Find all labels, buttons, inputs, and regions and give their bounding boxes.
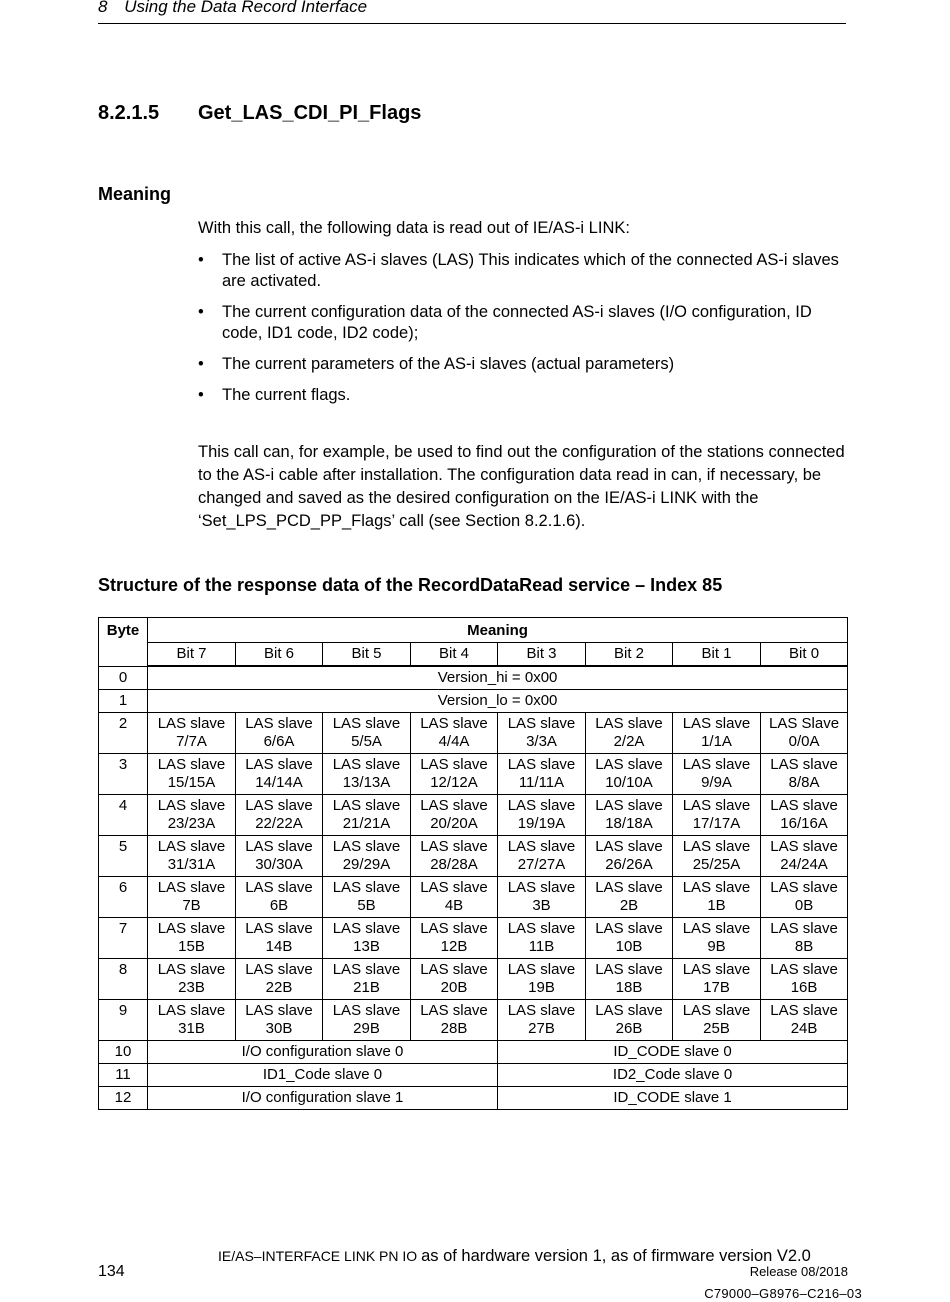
byte-cell: 10 (99, 1041, 148, 1064)
bit-cell: LAS slave 31B (148, 1000, 236, 1041)
running-header (98, 0, 846, 24)
bit-cell: LAS slave 19/19A (498, 795, 586, 836)
list-item (198, 250, 848, 292)
byte-cell: 4 (99, 795, 148, 836)
bit-cell: LAS slave 20/20A (411, 795, 498, 836)
list-item (198, 385, 848, 406)
footer-version: as of hardware version 1, as of firmware version V2.0 (421, 1247, 811, 1265)
bullet-icon: • (198, 303, 204, 321)
bullet-text: The current parameters of the AS-i slaves (actual parameters) (222, 355, 675, 373)
footer-product-name: IE/AS–INTERFACE LINK PN IO (218, 1248, 418, 1264)
value-cell: Version_lo = 0x00 (148, 690, 848, 713)
bit-cell: LAS slave 10/10A (586, 754, 673, 795)
bit-cell: LAS slave 6/6A (236, 713, 323, 754)
table-row (99, 754, 848, 795)
table-row (99, 1087, 848, 1110)
bit-cell: LAS slave 9/9A (673, 754, 761, 795)
bit-cell: LAS slave 8/8A (761, 754, 848, 795)
bit-cell: LAS slave 21B (323, 959, 411, 1000)
bit-header: Bit 2 (586, 643, 673, 667)
bit-cell: LAS slave 31/31A (148, 836, 236, 877)
table-row (99, 795, 848, 836)
meaning-heading: Meaning (98, 184, 172, 204)
value-cell: ID2_Code slave 0 (498, 1064, 848, 1087)
value-cell: I/O configuration slave 0 (148, 1041, 498, 1064)
byte-cell: 11 (99, 1064, 148, 1087)
bit-cell: LAS slave 11/11A (498, 754, 586, 795)
bit-cell: LAS slave 1B (673, 877, 761, 918)
bit-header: Bit 5 (323, 643, 411, 667)
bullet-text: The current flags. (222, 386, 351, 404)
bullet-text: The list of active AS-i slaves (LAS) This indicates which of the connected AS-i slaves are activated. (222, 251, 839, 290)
bit-cell: LAS slave 24/24A (761, 836, 848, 877)
bullet-icon: • (198, 251, 204, 269)
bit-cell: LAS slave 14B (236, 918, 323, 959)
meaning-bullet-list (198, 250, 848, 416)
value-cell: ID_CODE slave 0 (498, 1041, 848, 1064)
bit-header: Bit 3 (498, 643, 586, 667)
footer-product (218, 1247, 811, 1266)
bit-cell: LAS slave 26B (586, 1000, 673, 1041)
table-row (99, 918, 848, 959)
table-row (99, 1041, 848, 1064)
bit-cell: LAS slave 17B (673, 959, 761, 1000)
value-cell: I/O configuration slave 1 (148, 1087, 498, 1110)
value-cell: Version_hi = 0x00 (148, 666, 848, 690)
list-item (198, 302, 848, 344)
bit-cell: LAS slave 1/1A (673, 713, 761, 754)
bit-cell: LAS slave 17/17A (673, 795, 761, 836)
meaning-paragraph: This call can, for example, be used to find out the configuration of the stations connected to the AS-i cable after installation. The configuration data read in can, if necessary, be changed and saved as the desired configuration on the IE/AS-i LINK with the ‘Set_LPS_PCD_PP_Flags’ call (see Section 8.2.1.6). (198, 443, 845, 530)
bit-cell: LAS slave 3/3A (498, 713, 586, 754)
bullet-icon: • (198, 386, 204, 404)
table-row (99, 666, 848, 690)
byte-cell: 1 (99, 690, 148, 713)
byte-cell: 6 (99, 877, 148, 918)
bit-cell: LAS slave 9B (673, 918, 761, 959)
bit-cell: LAS slave 28B (411, 1000, 498, 1041)
bit-cell: LAS slave 27/27A (498, 836, 586, 877)
byte-cell: 5 (99, 836, 148, 877)
bit-cell: LAS slave 14/14A (236, 754, 323, 795)
bit-cell: LAS slave 30/30A (236, 836, 323, 877)
bit-cell: LAS slave 27B (498, 1000, 586, 1041)
byte-cell: 7 (99, 918, 148, 959)
bit-cell: LAS slave 4B (411, 877, 498, 918)
bit-cell: LAS slave 3B (498, 877, 586, 918)
bullet-text: The current configuration data of the connected AS-i slaves (I/O configuration, ID code, ID1 code, ID2 code); (222, 303, 812, 342)
byte-cell: 12 (99, 1087, 148, 1110)
bit-cell: LAS slave 12/12A (411, 754, 498, 795)
list-item (198, 354, 848, 375)
bit-cell: LAS slave 22B (236, 959, 323, 1000)
bit-cell: LAS slave 4/4A (411, 713, 498, 754)
table-row (99, 713, 848, 754)
bit-header: Bit 4 (411, 643, 498, 667)
bit-cell: LAS slave 30B (236, 1000, 323, 1041)
bit-header-row (99, 643, 848, 667)
bit-header: Bit 7 (148, 643, 236, 667)
chapter-number: 8 (98, 0, 108, 16)
bit-cell: LAS slave 5/5A (323, 713, 411, 754)
bit-cell: LAS slave 8B (761, 918, 848, 959)
bit-cell: LAS slave 19B (498, 959, 586, 1000)
bit-cell: LAS slave 18B (586, 959, 673, 1000)
byte-cell: 2 (99, 713, 148, 754)
bit-cell: LAS slave 16B (761, 959, 848, 1000)
bit-rows (99, 713, 848, 1041)
bit-cell: LAS slave 13/13A (323, 754, 411, 795)
bit-cell: LAS slave 29/29A (323, 836, 411, 877)
bit-cell: LAS slave 2B (586, 877, 673, 918)
bullet-icon: • (198, 355, 204, 373)
table-row (99, 690, 848, 713)
bit-cell: LAS slave 15/15A (148, 754, 236, 795)
bit-cell: LAS slave 25/25A (673, 836, 761, 877)
table-row (99, 1000, 848, 1041)
bit-cell: LAS slave 26/26A (586, 836, 673, 877)
chapter-title: Using the Data Record Interface (124, 0, 368, 16)
byte-cell: 3 (99, 754, 148, 795)
bit-cell: LAS slave 7B (148, 877, 236, 918)
bit-cell: LAS slave 29B (323, 1000, 411, 1041)
bit-cell: LAS slave 20B (411, 959, 498, 1000)
bit-cell: LAS slave 7/7A (148, 713, 236, 754)
bit-cell: LAS slave 10B (586, 918, 673, 959)
bit-cell: LAS slave 13B (323, 918, 411, 959)
bit-cell: LAS slave 23/23A (148, 795, 236, 836)
section-heading (98, 102, 421, 125)
table-row (99, 877, 848, 918)
table-row (99, 836, 848, 877)
bit-cell: LAS Slave 0/0A (761, 713, 848, 754)
bit-cell: LAS slave 2/2A (586, 713, 673, 754)
value-cell: ID_CODE slave 1 (498, 1087, 848, 1110)
table-row (99, 1064, 848, 1087)
byte-cell: 8 (99, 959, 148, 1000)
footer-order-number: C79000–G8976–C216–03 (704, 1286, 862, 1301)
bit-cell: LAS slave 16/16A (761, 795, 848, 836)
bit-cell: LAS slave 0B (761, 877, 848, 918)
bit-header: Bit 6 (236, 643, 323, 667)
bit-cell: LAS slave 23B (148, 959, 236, 1000)
bit-header: Bit 1 (673, 643, 761, 667)
section-number: 8.2.1.5 (98, 102, 160, 124)
value-cell: ID1_Code slave 0 (148, 1064, 498, 1087)
bit-cell: LAS slave 28/28A (411, 836, 498, 877)
bit-cell: LAS slave 11B (498, 918, 586, 959)
response-data-table (98, 617, 848, 1110)
bit-cell: LAS slave 22/22A (236, 795, 323, 836)
page-number: 134 (98, 1263, 125, 1280)
bit-cell: LAS slave 18/18A (586, 795, 673, 836)
bit-cell: LAS slave 5B (323, 877, 411, 918)
byte-cell: 0 (99, 666, 148, 690)
structure-heading: Structure of the response data of the RecordDataRead service – Index 85 (98, 575, 723, 595)
byte-column-header: Byte (99, 618, 148, 667)
bit-cell: LAS slave 15B (148, 918, 236, 959)
bit-cell: LAS slave 12B (411, 918, 498, 959)
byte-cell: 9 (99, 1000, 148, 1041)
bit-cell: LAS slave 24B (761, 1000, 848, 1041)
meaning-intro: With this call, the following data is read out of IE/AS-i LINK: (198, 219, 630, 237)
bit-header: Bit 0 (761, 643, 848, 667)
table-row (99, 959, 848, 1000)
bit-cell: LAS slave 6B (236, 877, 323, 918)
footer-release: Release 08/2018 (749, 1264, 848, 1279)
bit-cell: LAS slave 21/21A (323, 795, 411, 836)
bit-cell: LAS slave 25B (673, 1000, 761, 1041)
meaning-column-header: Meaning (148, 618, 848, 643)
section-title: Get_LAS_CDI_PI_Flags (198, 102, 422, 124)
